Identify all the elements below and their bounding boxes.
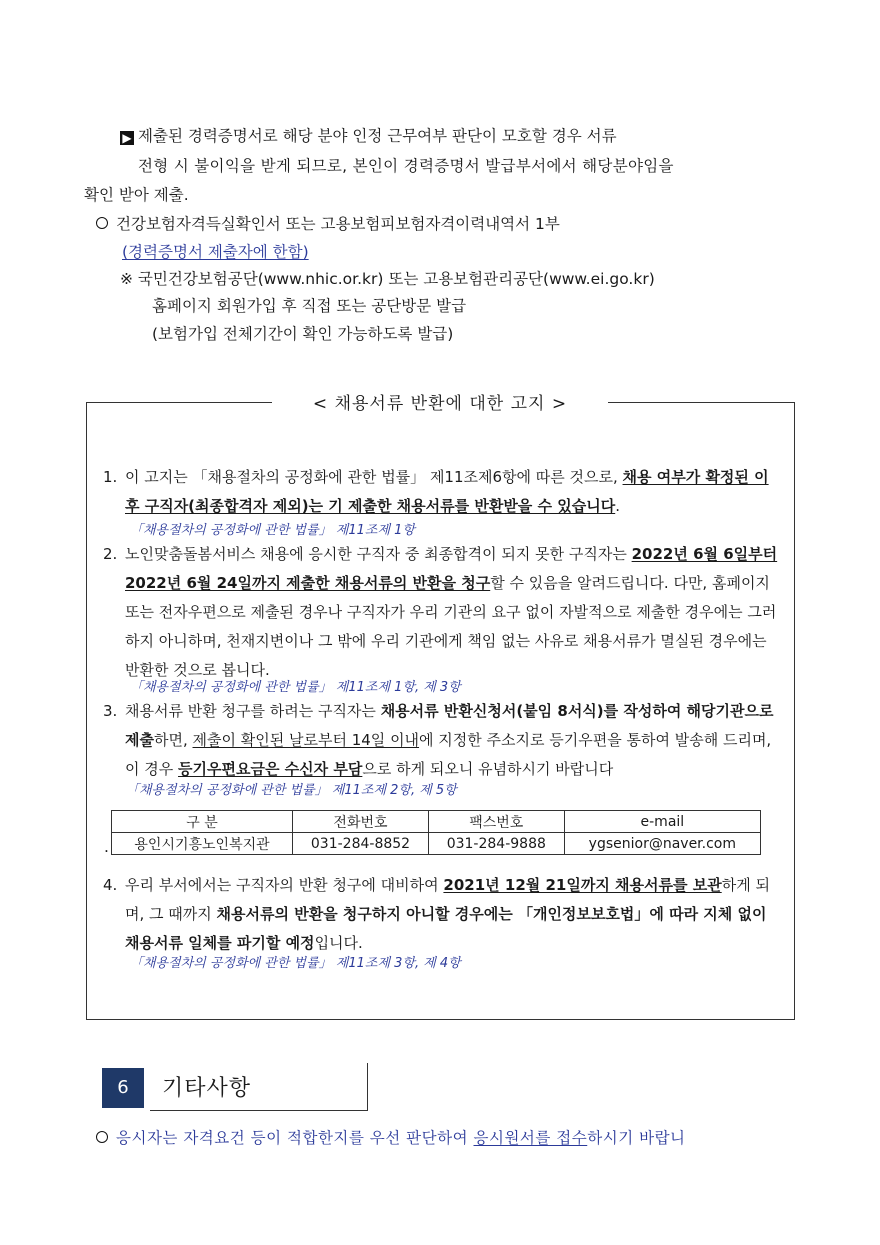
section-title: 기타사항 bbox=[162, 1076, 252, 1101]
header-category: 구 분 bbox=[112, 811, 293, 833]
ref-line3: (보험가입 전체기간이 확인 가능하도록 발급) bbox=[152, 325, 454, 343]
hollow-circle-icon bbox=[96, 217, 108, 229]
notice-title: < 채용서류 반환에 대한 고지 > bbox=[272, 389, 608, 414]
header-fax: 팩스번호 bbox=[428, 811, 564, 833]
contact-table bbox=[111, 810, 761, 855]
cell-fax: 031-284-9888 bbox=[428, 833, 564, 855]
notice-item-2: 2. 노인맞춤돌봄서비스 채용에 응시한 구직자 중 최종합격이 되지 못한 구직자는 2022년 6월 6일부터 2022년 6월 24일까지 제출한 채용서류의 반환을 청구할 수 있음을 알려드립니다. 다만, 홈페이지 또는 전자우편으로 제출된 경우나 구직자가 우리 기관의 요구 없이 자발적으로 제출한 경우에는 그러하지 아니하며, 천재지변이나 그 밖에 우리 기관에게 책임 없는 사유로 채용서류가 멸실된 경우에는 반환한 것으로 봅니다. bbox=[103, 545, 778, 679]
cell-phone: 031-284-8852 bbox=[293, 833, 429, 855]
notice-item-3: 3. 채용서류 반환 청구를 하려는 구직자는 채용서류 반환신청서(붙임 8서식)를 작성하여 해당기관으로 제출하면, 제출이 확인된 날로부터 14일 이내에 지정한 주소지로 등기우편을 통하여 발송해 드리며, 이 경우 등기우편요금은 수신자 부담으로 하게 되오니 유념하시기 바랍니다 bbox=[103, 702, 774, 778]
section-divider-vertical bbox=[367, 1063, 368, 1111]
insurance-item: 건강보험자격득실확인서 또는 고용보험피보험자격이력내역서 1부 bbox=[96, 212, 560, 234]
arrow-box-icon: ▶ bbox=[120, 131, 134, 145]
section6-line1: 응시자는 자격요건 등이 적합한지를 우선 판단하여 응시원서를 접수하시기 바랍니 bbox=[96, 1126, 686, 1148]
career-note-line2: 전형 시 불이익을 받게 되므로, 본인이 경력증명서 발급부서에서 해당분야임을 bbox=[138, 157, 674, 175]
header-email: e-mail bbox=[564, 811, 760, 833]
notice-item-1: 1. 이 고지는 「채용절차의 공정화에 관한 법률」 제11조제6항에 따른 것으로, 채용 여부가 확정된 이후 구직자(최종합격자 제외)는 기 제출한 채용서류를 반환받을 수 있습니다. bbox=[103, 468, 769, 515]
section-divider-horizontal bbox=[150, 1110, 368, 1111]
section-number-badge: 6 bbox=[102, 1068, 144, 1108]
insurance-condition: (경력증명서 제출자에 한함) bbox=[122, 243, 309, 261]
cell-organization: 용인시기흥노인복지관 bbox=[112, 833, 293, 855]
citation-1: 「채용절차의 공정화에 관한 법률」 제11조제 1항 bbox=[130, 523, 415, 538]
table-bullet: . bbox=[104, 838, 109, 856]
career-note-line1: ▶ 제출된 경력증명서로 해당 분야 인정 근무여부 판단이 모호할 경우 서류 bbox=[120, 124, 617, 146]
table-row bbox=[112, 833, 761, 855]
ref-line2: 홈페이지 회원가입 후 직접 또는 공단방문 발급 bbox=[152, 297, 467, 315]
notice-item-4: 4. 우리 부서에서는 구직자의 반환 청구에 대비하여 2021년 12월 21일까지 채용서류를 보관하게 되며, 그 때까지 채용서류의 반환을 청구하지 아니할 경우에는 「개인정보보호법」에 따라 지체 없이 채용서류 일체를 파기할 예정입니다. bbox=[103, 876, 770, 952]
header-phone: 전화번호 bbox=[293, 811, 429, 833]
career-note-line3: 확인 받아 제출. bbox=[84, 186, 189, 204]
hollow-circle-icon bbox=[96, 1131, 108, 1143]
cell-email: ygsenior@naver.com bbox=[564, 833, 760, 855]
citation-3: 「채용절차의 공정화에 관한 법률」 제11조제 2항, 제 5항 bbox=[126, 783, 457, 798]
table-header-row bbox=[112, 811, 761, 833]
citation-4: 「채용절차의 공정화에 관한 법률」 제11조제 3항, 제 4항 bbox=[130, 956, 461, 971]
citation-2: 「채용절차의 공정화에 관한 법률」 제11조제 1항, 제 3항 bbox=[130, 680, 461, 695]
ref-line1: ※ 국민건강보험공단(www.nhic.or.kr) 또는 고용보험관리공단(www.ei.go.kr) bbox=[120, 270, 655, 288]
